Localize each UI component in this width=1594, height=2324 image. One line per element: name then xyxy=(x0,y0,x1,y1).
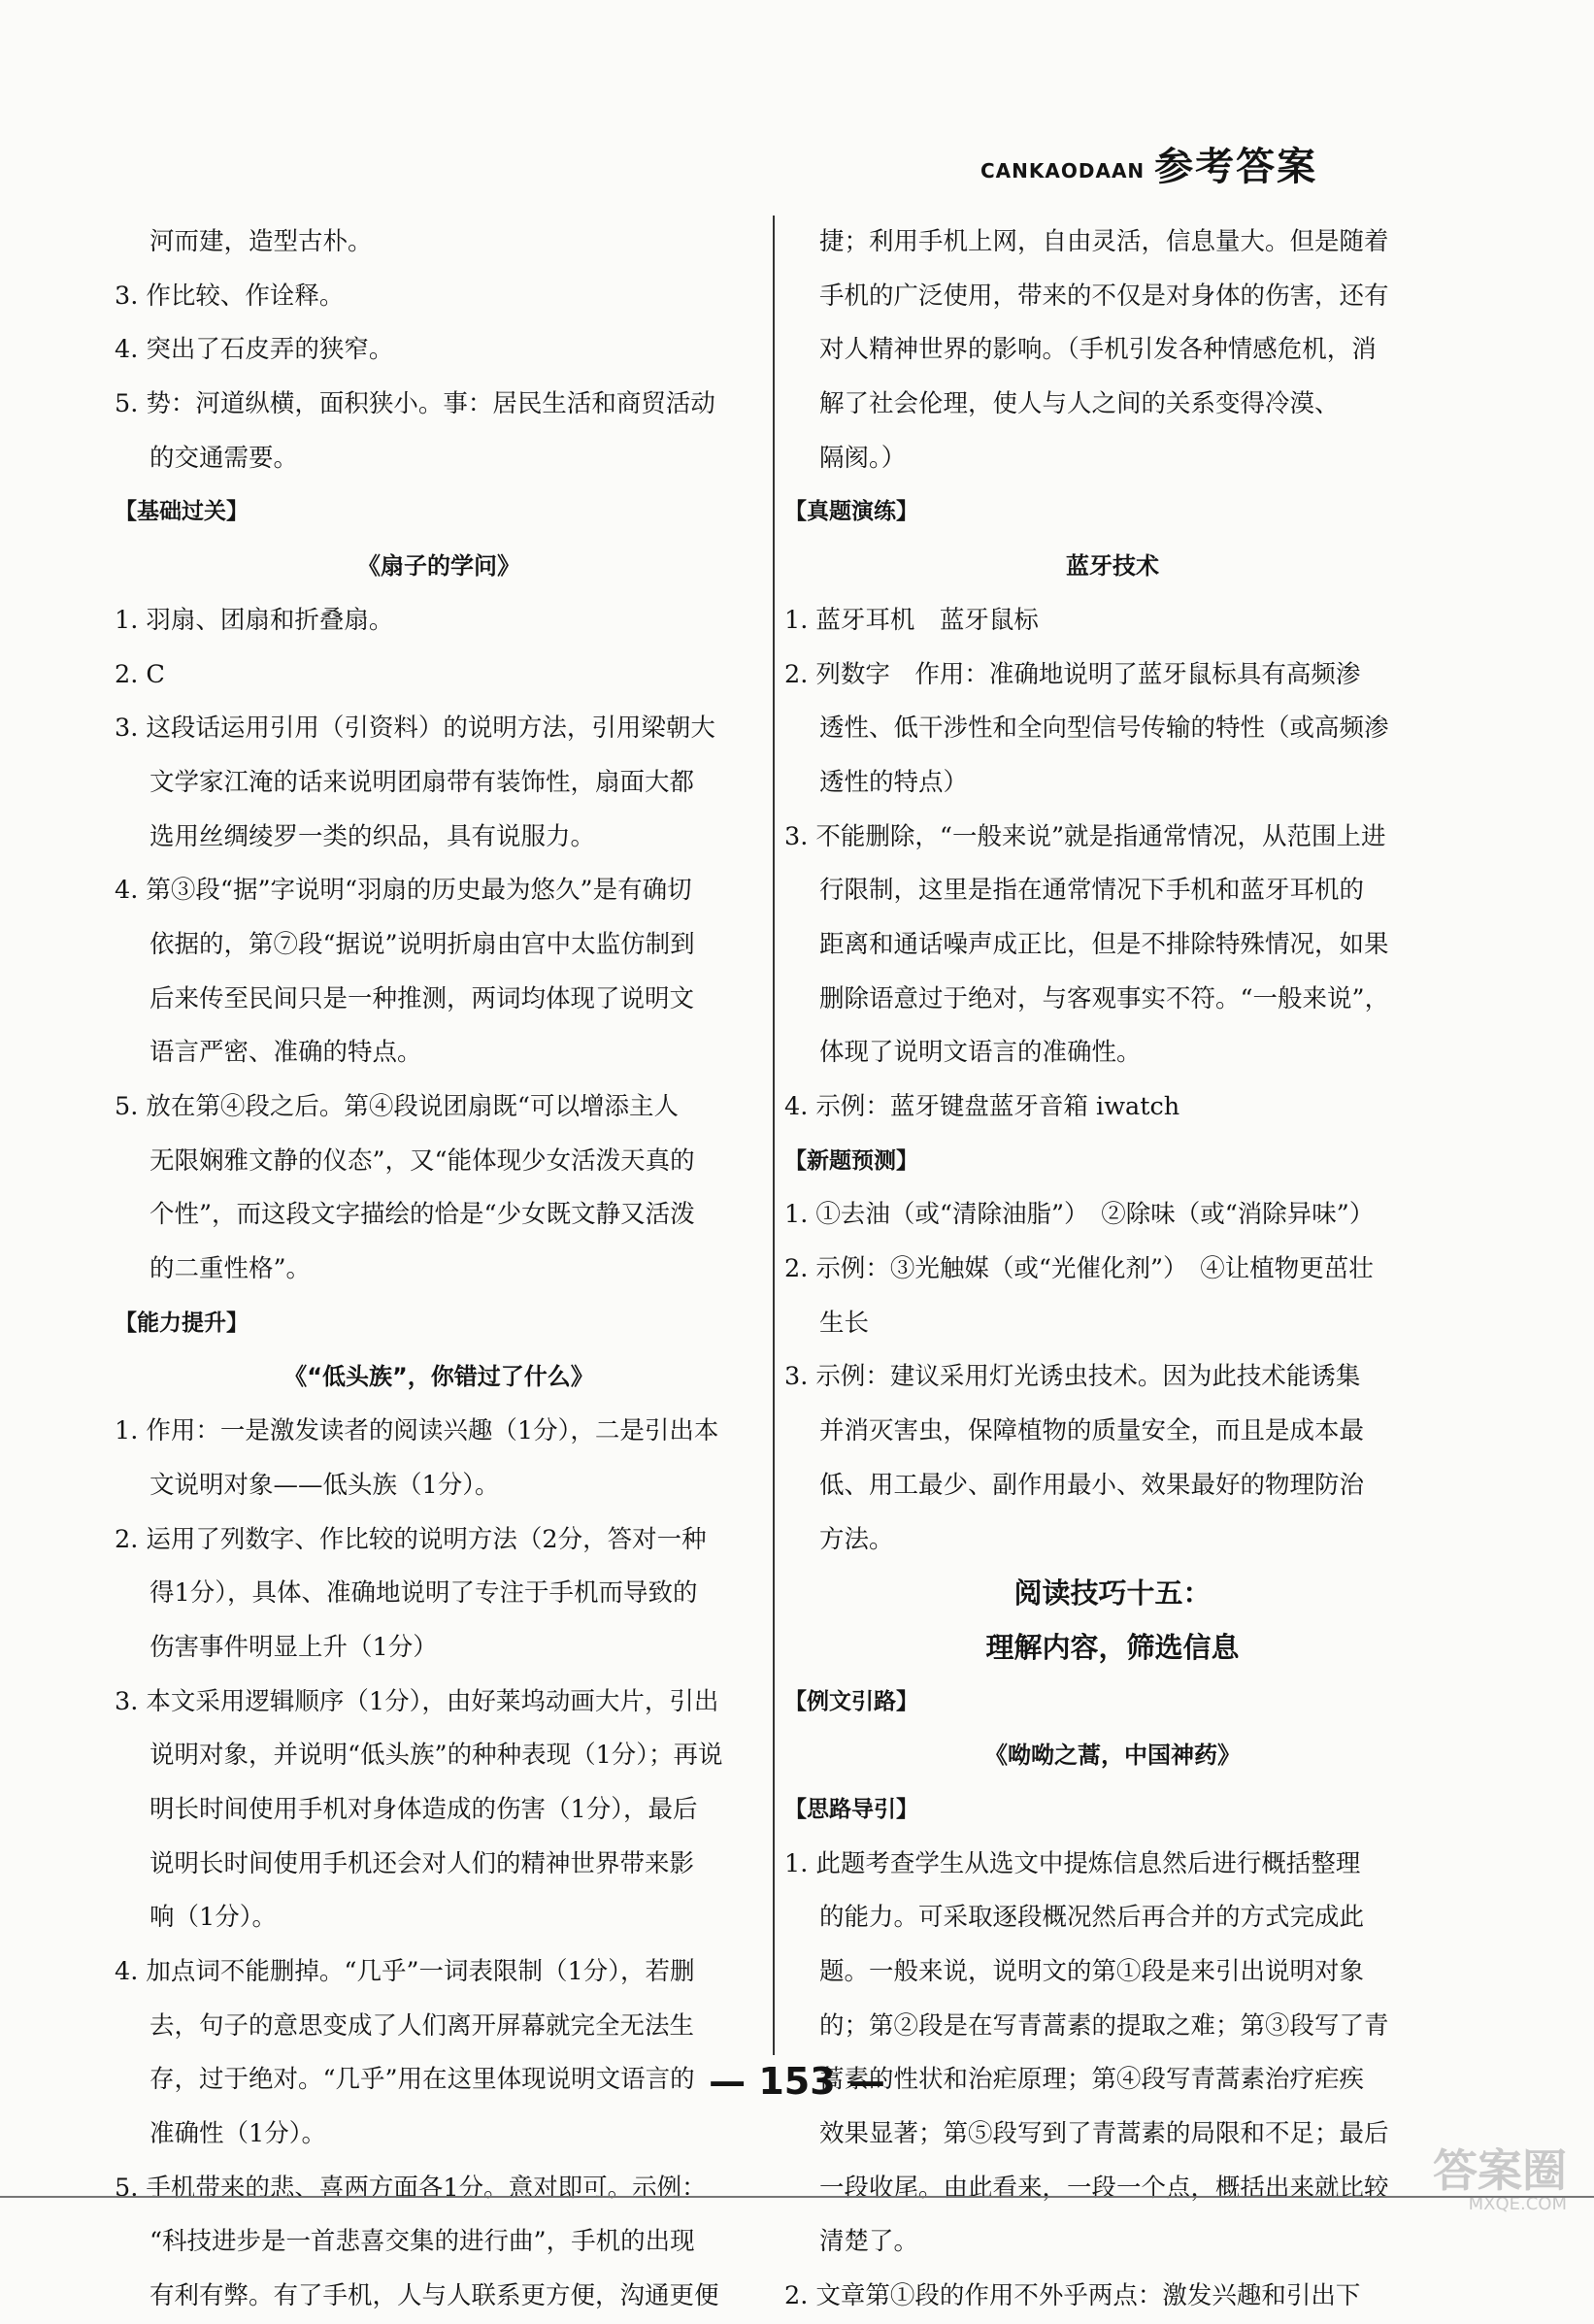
section-heading-ability: 【能力提升】 xyxy=(115,1310,249,1336)
text-line: 并消灭害虫，保障植物的质量安全，而且是成本最 xyxy=(819,1416,1365,1446)
left-column xyxy=(115,216,763,2324)
text-line: 的能力。可采取逐段概况然后再合并的方式完成此 xyxy=(819,1903,1365,1933)
text-line: 得1分），具体、准确地说明了专注于手机而导致的 xyxy=(149,1578,698,1609)
text-line: 的二重性格”。 xyxy=(149,1254,312,1284)
answer-line: 2. C xyxy=(115,659,165,689)
column-divider xyxy=(773,216,775,2055)
watermark xyxy=(1433,2146,1567,2214)
text-line: 依据的，第⑦段“据说”说明折扇由宫中太监仿制到 xyxy=(149,929,695,959)
answer-line: 1. 作用：一是激发读者的阅读兴趣（1分），二是引出本 xyxy=(115,1416,719,1446)
page-number: — 153 — xyxy=(709,2060,885,2103)
watermark-logo: 答案圈 xyxy=(1433,2144,1567,2197)
text-line: 伤害事件明显上升（1分） xyxy=(149,1632,438,1662)
passage-title-bluetooth: 蓝牙技术 xyxy=(1066,552,1159,581)
header-logo: 参考答案 xyxy=(1154,145,1318,189)
section-heading-real-exam: 【真题演练】 xyxy=(784,499,918,525)
text-line: 去，句子的意思变成了人们离开屏幕就完全无法生 xyxy=(149,2010,695,2041)
text-line: 距离和通话噪声成正比，但是不排除特殊情况，如果 xyxy=(819,929,1389,959)
text-line: 一段收尾。由此看来，一段一个点，概括出来就比较 xyxy=(819,2173,1389,2203)
text-line: 捷；利用手机上网，自由灵活，信息量大。但是随着 xyxy=(819,227,1389,256)
text-line: 手机的广泛使用，带来的不仅是对身体的伤害，还有 xyxy=(819,281,1389,311)
text-line: 体现了说明文语言的准确性。 xyxy=(819,1038,1142,1068)
text-line: 题。一般来说，说明文的第①段是来引出说明对象 xyxy=(819,1957,1365,1986)
section-heading-basic: 【基础过关】 xyxy=(115,499,249,525)
text-line: 透性的特点） xyxy=(819,767,969,797)
text-line: 文说明对象——低头族（1分）。 xyxy=(149,1470,500,1500)
text-line: 的；第②段是在写青蒿素的提取之难；第③段写了青 xyxy=(819,2010,1389,2041)
answer-line: 4. 示例：蓝牙键盘蓝牙音箱 iwatch xyxy=(784,1092,1180,1121)
text-line: 无限娴雅文静的仪态”，又“能体现少女活泼天真的 xyxy=(149,1145,695,1176)
text-line: 行限制，这里是指在通常情况下手机和蓝牙耳机的 xyxy=(819,876,1365,906)
bottom-rule xyxy=(0,2196,1594,2198)
text-line: 生长 xyxy=(819,1308,870,1338)
text-line: 说明长时间使用手机还会对人们的精神世界带来影 xyxy=(149,1848,695,1878)
header-latin: CANKAODAAN xyxy=(980,159,1146,183)
text-line: 删除语意过于绝对，与客观事实不符。“一般来说”， xyxy=(819,983,1390,1013)
text-line: “科技进步是一首悲喜交集的进行曲”，手机的出现 xyxy=(149,2227,695,2257)
text-line: 解了社会伦理，使人与人之间的关系变得冷漠、 xyxy=(819,389,1340,419)
answer-line: 5. 放在第④段之后。第④段说团扇既“可以增添主人 xyxy=(115,1092,679,1121)
answer-line: 1. 羽扇、团扇和折叠扇。 xyxy=(115,605,394,635)
text-line: 的交通需要。 xyxy=(149,443,299,473)
right-column xyxy=(784,216,1441,2324)
answer-line: 2. 文章第①段的作用不外乎两点：激发兴趣和引出下 xyxy=(784,2281,1361,2311)
passage-title-artemisia: 《呦呦之蒿，中国神药》 xyxy=(984,1742,1241,1770)
chapter-title: 阅读技巧十五： xyxy=(1013,1577,1212,1610)
answer-line: 1. 此题考查学生从选文中提炼信息然后进行概括整理 xyxy=(784,1848,1361,1878)
answer-line: 5. 手机带来的悲、喜两方面各1分。意对即可。示例： xyxy=(115,2173,707,2203)
section-heading-guide: 【思路导引】 xyxy=(784,1796,918,1822)
answer-line: 3. 这段话运用引用（引资料）的说明方法，引用梁朝大 xyxy=(115,714,715,744)
text-line: 选用丝绸绫罗一类的织品，具有说服力。 xyxy=(149,821,596,851)
answer-line: 3. 示例：建议采用灯光诱虫技术。因为此技术能诱集 xyxy=(784,1362,1361,1392)
answer-line: 3. 不能删除，“一般来说”就是指通常情况，从范围上进 xyxy=(784,821,1386,851)
text-line: 后来传至民间只是一种推测，两词均体现了说明文 xyxy=(149,983,695,1013)
watermark-url: MXQE.COM xyxy=(1468,2194,1567,2214)
text-line: 语言严密、准确的特点。 xyxy=(149,1038,422,1068)
text-line: 透性、低干涉性和全向型信号传输的特性（或高频渗 xyxy=(819,714,1389,744)
answer-line: 2. 运用了列数字、作比较的说明方法（2分，答对一种 xyxy=(115,1524,707,1554)
text-line: 清楚了。 xyxy=(819,2227,919,2257)
text-line: 河而建，造型古朴。 xyxy=(149,227,373,256)
answer-line: 5. 势：河道纵横，面积狭小。事：居民生活和商贸活动 xyxy=(115,389,715,419)
text-line: 方法。 xyxy=(819,1524,894,1554)
text-line: 明长时间使用手机对身体造成的伤害（1分），最后 xyxy=(149,1794,698,1824)
text-line: 低、用工最少、副作用最小、效果最好的物理防治 xyxy=(819,1470,1365,1500)
text-line: 隔阂。） xyxy=(819,443,907,473)
text-line: 存，过于绝对。“几乎”用在这里体现说明文语言的 xyxy=(149,2065,695,2095)
section-heading-example: 【例文引路】 xyxy=(784,1688,918,1714)
text-line: 对人精神世界的影响。（手机引发各种情感危机，消 xyxy=(819,335,1377,365)
passage-title-phone: 《“低头族”，你错过了什么》 xyxy=(283,1363,594,1391)
section-heading-prediction: 【新题预测】 xyxy=(784,1147,918,1174)
answer-line: 4. 加点词不能删掉。“几乎”一词表限制（1分），若删 xyxy=(115,1957,695,1986)
answer-line: 1. ①去油（或“清除油脂”） ②除味（或“消除异味”） xyxy=(784,1200,1375,1230)
text-line: 准确性（1分）。 xyxy=(149,2119,326,2149)
text-line: 响（1分）。 xyxy=(149,1903,277,1933)
text-line: 有利有弊。有了手机，人与人联系更方便，沟通更便 xyxy=(149,2281,719,2311)
text-line: 效果显著；第⑤段写到了青蒿素的局限和不足；最后 xyxy=(819,2119,1389,2149)
answer-line: 1. 蓝牙耳机 蓝牙鼠标 xyxy=(784,605,1039,635)
page-header xyxy=(980,144,1317,190)
answer-line: 3. 作比较、作诠释。 xyxy=(115,281,345,311)
answer-line: 2. 列数字 作用：准确地说明了蓝牙鼠标具有高频渗 xyxy=(784,659,1361,689)
answer-line: 4. 突出了石皮弄的狭窄。 xyxy=(115,335,394,365)
answer-line: 2. 示例：③光触媒（或“光催化剂”） ④让植物更茁壮 xyxy=(784,1254,1374,1284)
answer-line: 3. 本文采用逻辑顺序（1分），由好莱坞动画大片，引出 xyxy=(115,1686,719,1716)
text-line: 蒿素的性状和治疟原理；第④段写青蒿素治疗疟疾 xyxy=(819,2065,1365,2095)
chapter-subtitle: 理解内容，筛选信息 xyxy=(985,1630,1240,1664)
text-line: 说明对象，并说明“低头族”的种种表现（1分）；再说 xyxy=(149,1741,723,1771)
text-line: 文学家江淹的话来说明团扇带有装饰性，扇面大都 xyxy=(149,767,695,797)
text-line: 个性”，而这段文字描绘的恰是“少女既文静又活泼 xyxy=(149,1200,695,1230)
answer-line: 4. 第③段“据”字说明“羽扇的历史最为悠久”是有确切 xyxy=(115,876,692,906)
passage-title-fan: 《扇子的学问》 xyxy=(357,552,520,581)
